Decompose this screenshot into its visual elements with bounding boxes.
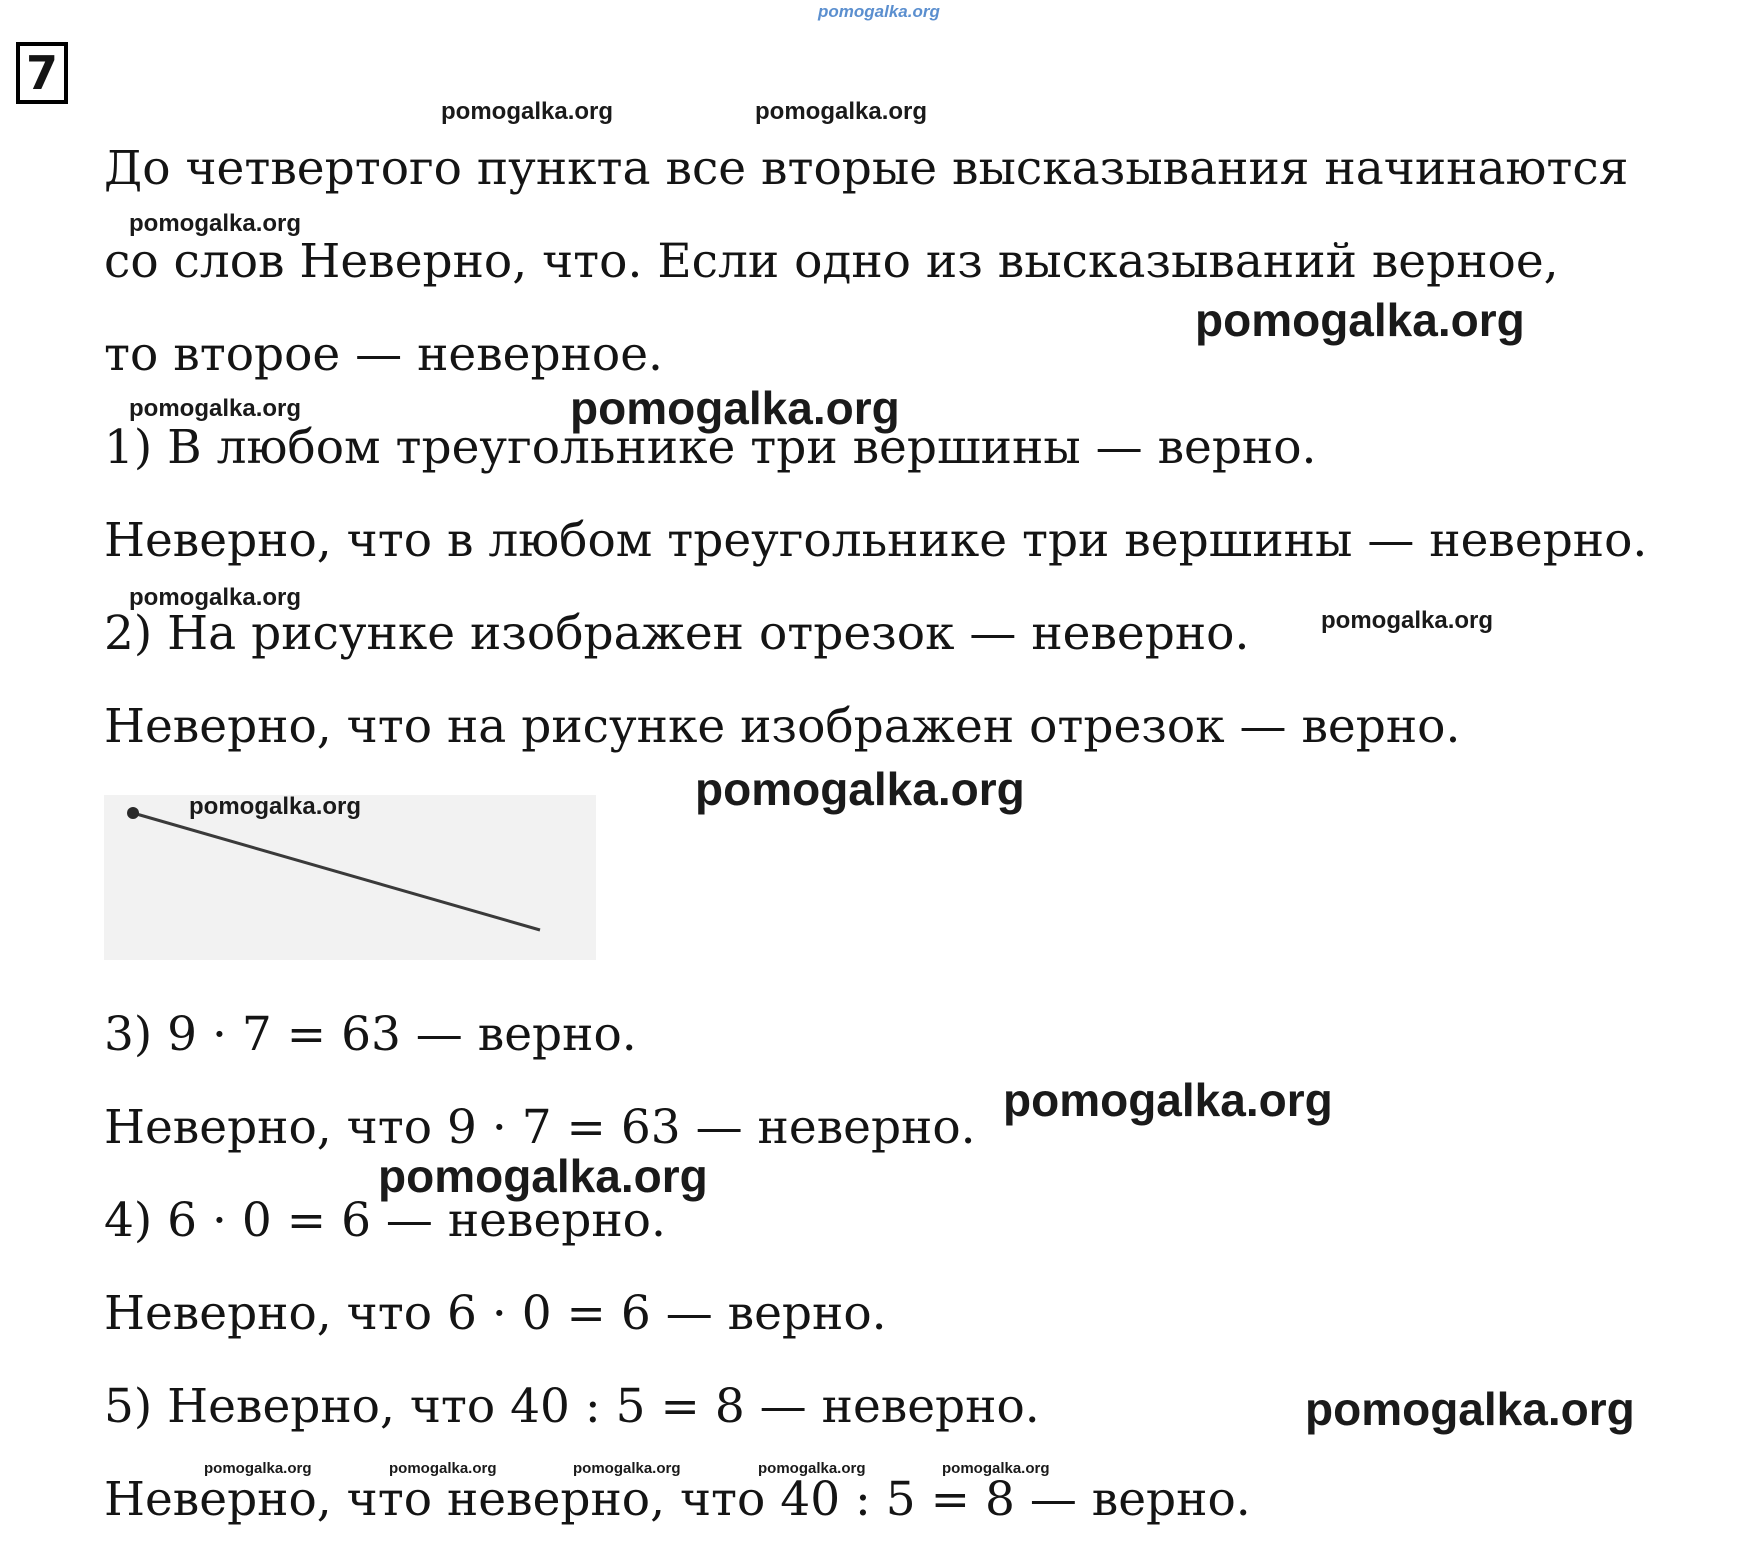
watermark: pomogalka.org (758, 1460, 866, 1477)
text-line-item-2-negation: Неверно, что на рисунке изображен отрезок — верно. (104, 699, 1461, 754)
watermark: pomogalka.org (942, 1460, 1050, 1477)
watermark: pomogalka.org (1321, 607, 1494, 634)
text-line-item-1-negation: Неверно, что в любом треугольнике три вершины — неверно. (104, 513, 1648, 568)
watermark: pomogalka.org (755, 98, 928, 125)
text-line-item-5: 5) Неверно, что 40 : 5 = 8 — неверно. (104, 1379, 1040, 1434)
text-line-item-3-negation: Неверно, что 9 · 7 = 63 — неверно. (104, 1100, 976, 1155)
watermark: pomogalka.org (1305, 1383, 1635, 1435)
watermark: pomogalka.org (1195, 294, 1525, 346)
watermark: pomogalka.org (389, 1460, 497, 1477)
text-line-item-3: 3) 9 · 7 = 63 — верно. (104, 1007, 637, 1062)
watermark: pomogalka.org (129, 584, 302, 611)
text-line-intro-1: До четвертого пункта все вторые высказывания начинаются (104, 141, 1629, 196)
watermark: pomogalka.org (204, 1460, 312, 1477)
watermark: pomogalka.org (570, 382, 900, 434)
task-number-box: 7 (16, 42, 68, 104)
watermark: pomogalka.org (129, 395, 302, 422)
watermark: pomogalka.org (1003, 1074, 1333, 1126)
watermark: pomogalka.org (378, 1150, 708, 1202)
text-line-intro-3: то второе — неверное. (104, 327, 663, 382)
watermark: pomogalka.org (129, 210, 302, 237)
watermark-top: pomogalka.org (818, 2, 940, 21)
text-line-item-4: 4) 6 · 0 = 6 — неверно. (104, 1193, 666, 1248)
watermark: pomogalka.org (573, 1460, 681, 1477)
text-line-item-1: 1) В любом треугольнике три вершины — верно. (104, 420, 1317, 475)
text-line-item-5-negation: Неверно, что неверно, что 40 : 5 = 8 — верно. (104, 1472, 1251, 1527)
text-line-intro-2: со слов Неверно, что. Если одно из высказываний верное, (104, 234, 1559, 289)
text-line-item-2: 2) На рисунке изображен отрезок — неверно. (104, 606, 1250, 661)
watermark: pomogalka.org (189, 793, 362, 820)
segment-endpoint (127, 807, 139, 819)
watermark: pomogalka.org (441, 98, 614, 125)
text-line-item-4-negation: Неверно, что 6 · 0 = 6 — верно. (104, 1286, 887, 1341)
watermark: pomogalka.org (695, 763, 1025, 815)
